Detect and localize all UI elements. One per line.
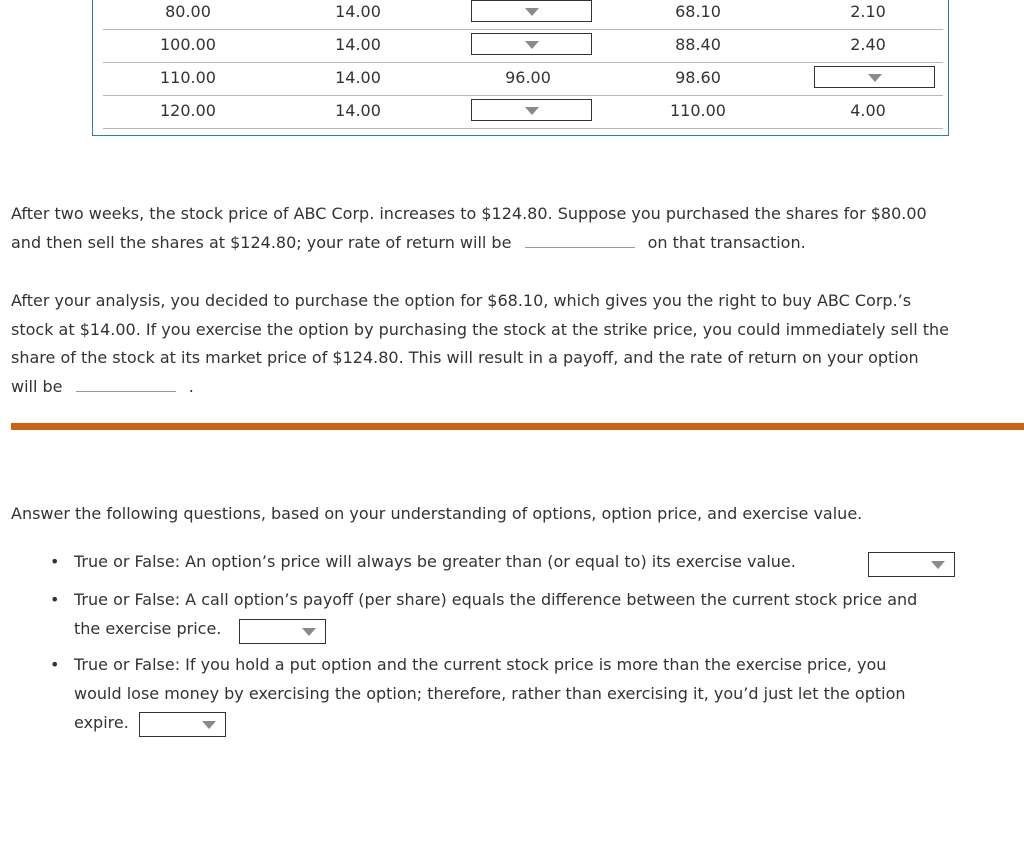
rate-of-return-paragraph [11, 200, 927, 257]
exercise-value-dropdown[interactable] [471, 33, 592, 55]
true-false-dropdown-3[interactable] [139, 712, 226, 737]
section-divider [11, 423, 1024, 430]
table-row [103, 62, 943, 96]
question-text: True or False: If you hold a put option and the current stock price is more than the exercise price, you [74, 655, 887, 674]
stock-price-cell: 100.00 [160, 35, 216, 54]
question-text: would lose money by exercising the option; therefore, rather than exercising it, you’d just let the option [74, 684, 906, 703]
stock-price-cell: 120.00 [160, 101, 216, 120]
bullet-icon: • [50, 552, 60, 571]
section-intro: Answer the following questions, based on your understanding of options, option price, and exercise value. [11, 504, 863, 523]
table-row [103, 0, 943, 30]
question-text: True or False: An option’s price will always be greater than (or equal to) its exercise value. [74, 552, 796, 571]
stock-price-cell: 80.00 [165, 2, 211, 21]
options-table [92, 0, 949, 136]
strike-price-cell: 14.00 [335, 68, 381, 87]
option-price-cell: 110.00 [670, 101, 726, 120]
dropdown-arrow-icon [525, 107, 539, 115]
table-row [103, 29, 943, 63]
stock-price-cell: 110.00 [160, 68, 216, 87]
option-price-cell: 98.60 [675, 68, 721, 87]
table-row [103, 95, 943, 129]
strike-price-cell: 14.00 [335, 35, 381, 54]
premium-cell: 2.40 [850, 35, 886, 54]
paragraph-line: After two weeks, the stock price of ABC Corp. increases to $124.80. Suppose you purchased the shares for $80.00 [11, 204, 927, 223]
question-text: True or False: A call option’s payoff (per share) equals the difference between the current stock price and [74, 590, 918, 609]
paragraph-text: will be [11, 377, 63, 397]
strike-price-cell: 14.00 [335, 2, 381, 21]
true-false-dropdown-2[interactable] [239, 619, 326, 644]
dropdown-arrow-icon [525, 41, 539, 49]
exercise-value-cell: 96.00 [505, 68, 551, 87]
paragraph-line: stock at $14.00. If you exercise the option by purchasing the stock at the strike price, you could immediately sell the [11, 319, 950, 339]
option-price-cell: 88.40 [675, 35, 721, 54]
paragraph-text: and then sell the shares at $124.80; your rate of return will be [11, 232, 512, 252]
dropdown-arrow-icon [202, 721, 216, 729]
strike-price-cell: 14.00 [335, 101, 381, 120]
premium-cell: 2.10 [850, 2, 886, 21]
exercise-value-dropdown[interactable] [471, 99, 592, 121]
paragraph-line: share of the stock at its market price of $124.80. This will result in a payoff, and the rate of return on your option [11, 348, 919, 368]
dropdown-arrow-icon [525, 8, 539, 16]
bullet-icon: • [50, 655, 60, 674]
question-text: the exercise price. [74, 619, 222, 638]
exercise-value-dropdown[interactable] [471, 0, 592, 22]
bullet-icon: • [50, 590, 60, 609]
dropdown-arrow-icon [302, 628, 316, 636]
dropdown-arrow-icon [931, 561, 945, 569]
stock-return-answer-blank[interactable] [525, 246, 635, 248]
premium-cell: 4.00 [850, 101, 886, 120]
paragraph-text: on that transaction. [647, 232, 806, 252]
dropdown-arrow-icon [868, 74, 882, 82]
premium-dropdown[interactable] [814, 66, 935, 88]
paragraph-line: After your analysis, you decided to purchase the option for $68.10, which gives you the right to buy ABC Corp.’s [11, 291, 912, 310]
option-return-paragraph [11, 287, 949, 402]
paragraph-text: . [188, 377, 194, 397]
question-text: expire. [74, 713, 129, 732]
true-false-dropdown-1[interactable] [868, 552, 955, 577]
option-price-cell: 68.10 [675, 2, 721, 21]
option-return-answer-blank[interactable] [76, 390, 176, 392]
